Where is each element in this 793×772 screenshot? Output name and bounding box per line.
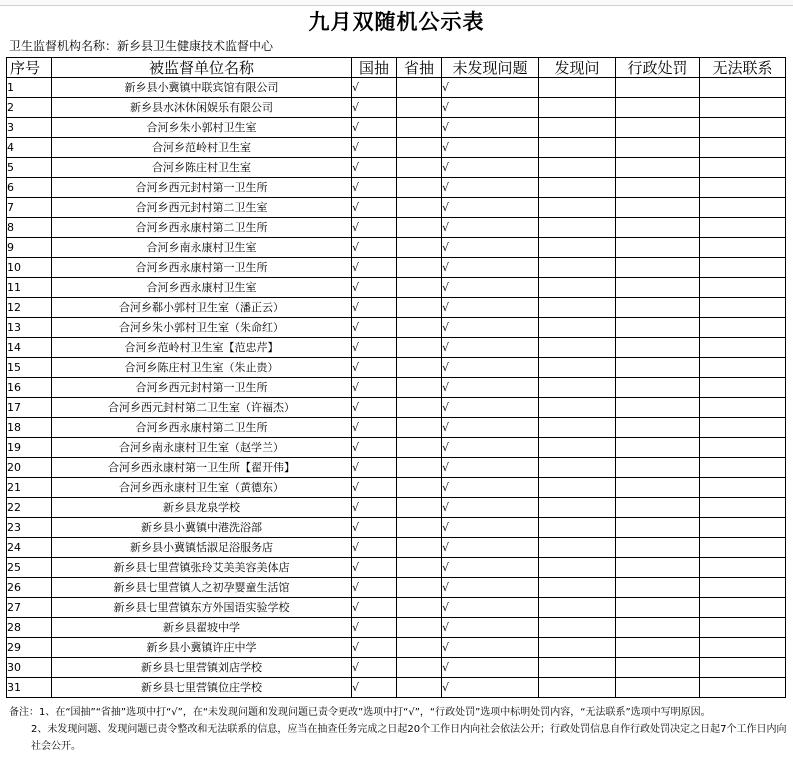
unit-name-cell[interactable]: 新乡县翟坡中学 xyxy=(52,618,352,638)
national-check-cell[interactable]: √ xyxy=(352,618,397,638)
unit-name-cell[interactable]: 合河乡朱小郭村卫生室（朱命红） xyxy=(52,318,352,338)
no-problem-cell[interactable]: √ xyxy=(442,298,539,318)
table-row xyxy=(7,398,786,418)
unit-name-cell[interactable]: 合河乡西永康村第二卫生所 xyxy=(52,418,352,438)
national-check-cell[interactable]: √ xyxy=(352,318,397,338)
problem-found-cell[interactable] xyxy=(539,378,616,398)
unit-name-cell[interactable]: 合河乡南永康村卫生室（赵学兰） xyxy=(52,438,352,458)
problem-found-cell[interactable] xyxy=(539,258,616,278)
national-check-cell[interactable]: √ xyxy=(352,138,397,158)
unit-name-cell[interactable]: 新乡县七里营镇刘店学校 xyxy=(52,658,352,678)
unit-name-cell[interactable]: 合河乡朱小郭村卫生室 xyxy=(52,118,352,138)
penalty-cell[interactable] xyxy=(616,318,700,338)
problem-found-cell[interactable] xyxy=(539,218,616,238)
serial-cell[interactable]: 10 xyxy=(7,258,52,278)
table-row xyxy=(7,138,786,158)
provincial-check-cell[interactable] xyxy=(397,338,442,358)
problem-found-cell[interactable] xyxy=(539,118,616,138)
penalty-cell[interactable] xyxy=(616,358,700,378)
serial-cell[interactable]: 2 xyxy=(7,98,52,118)
national-check-cell[interactable]: √ xyxy=(352,338,397,358)
no-problem-cell[interactable]: √ xyxy=(442,98,539,118)
problem-found-cell[interactable] xyxy=(539,398,616,418)
table-row xyxy=(7,238,786,258)
national-check-cell[interactable]: √ xyxy=(352,198,397,218)
no-problem-cell[interactable]: √ xyxy=(442,458,539,478)
no-problem-cell[interactable]: √ xyxy=(442,618,539,638)
problem-found-cell[interactable] xyxy=(539,658,616,678)
problem-found-cell[interactable] xyxy=(539,678,616,698)
no-problem-cell[interactable]: √ xyxy=(442,558,539,578)
national-check-cell[interactable]: √ xyxy=(352,98,397,118)
unit-name-cell[interactable]: 新乡县七里营镇张玲艾美美容美体店 xyxy=(52,558,352,578)
unit-name-cell[interactable]: 新乡县七里营镇东方外国语实验学校 xyxy=(52,598,352,618)
no-problem-cell[interactable]: √ xyxy=(442,358,539,378)
serial-cell[interactable]: 7 xyxy=(7,198,52,218)
unit-name-cell[interactable]: 合河乡西元封村第一卫生所 xyxy=(52,378,352,398)
unit-name-cell[interactable]: 新乡县小冀镇恬淑足浴服务店 xyxy=(52,538,352,558)
unit-name-cell[interactable]: 合河乡西永康村第二卫生所 xyxy=(52,218,352,238)
provincial-check-cell[interactable] xyxy=(397,598,442,618)
penalty-cell[interactable] xyxy=(616,478,700,498)
penalty-cell[interactable] xyxy=(616,98,700,118)
table-row xyxy=(7,378,786,398)
no-problem-cell[interactable]: √ xyxy=(442,498,539,518)
unreachable-cell[interactable] xyxy=(700,438,786,458)
no-problem-cell[interactable]: √ xyxy=(442,638,539,658)
problem-found-cell[interactable] xyxy=(539,278,616,298)
unit-name-cell[interactable]: 新乡县龙泉学校 xyxy=(52,498,352,518)
serial-cell[interactable]: 3 xyxy=(7,118,52,138)
unit-name-cell[interactable]: 合河乡西永康村第一卫生所 xyxy=(52,258,352,278)
problem-found-cell[interactable] xyxy=(539,358,616,378)
no-problem-cell[interactable]: √ xyxy=(442,218,539,238)
provincial-check-cell[interactable] xyxy=(397,378,442,398)
table-row xyxy=(7,598,786,618)
no-problem-cell[interactable]: √ xyxy=(442,478,539,498)
national-check-cell[interactable]: √ xyxy=(352,358,397,378)
unit-name-cell[interactable]: 合河乡西元封村第二卫生室 xyxy=(52,198,352,218)
unit-name-cell[interactable]: 合河乡西永康村第一卫生所【翟开伟】 xyxy=(52,458,352,478)
no-problem-cell[interactable]: √ xyxy=(442,278,539,298)
provincial-check-cell[interactable] xyxy=(397,218,442,238)
provincial-check-cell[interactable] xyxy=(397,498,442,518)
problem-found-cell[interactable] xyxy=(539,618,616,638)
national-check-cell[interactable]: √ xyxy=(352,658,397,678)
unit-name-cell[interactable]: 合河乡范岭村卫生室 xyxy=(52,138,352,158)
provincial-check-cell[interactable] xyxy=(397,678,442,698)
national-check-cell[interactable]: √ xyxy=(352,458,397,478)
penalty-cell[interactable] xyxy=(616,438,700,458)
table-row xyxy=(7,358,786,378)
table-row xyxy=(7,678,786,698)
penalty-cell[interactable] xyxy=(616,398,700,418)
penalty-cell[interactable] xyxy=(616,138,700,158)
national-check-cell[interactable]: √ xyxy=(352,418,397,438)
provincial-check-cell[interactable] xyxy=(397,398,442,418)
unreachable-cell[interactable] xyxy=(700,558,786,578)
unit-name-cell[interactable]: 合河乡陈庄村卫生室（朱止贵） xyxy=(52,358,352,378)
unit-name-cell[interactable]: 合河乡陈庄村卫生室 xyxy=(52,158,352,178)
penalty-cell[interactable] xyxy=(616,378,700,398)
unreachable-cell[interactable] xyxy=(700,358,786,378)
problem-found-cell[interactable] xyxy=(539,78,616,98)
provincial-check-cell[interactable] xyxy=(397,318,442,338)
serial-cell[interactable]: 16 xyxy=(7,378,52,398)
provincial-check-cell[interactable] xyxy=(397,238,442,258)
provincial-check-cell[interactable] xyxy=(397,418,442,438)
unit-name-cell[interactable]: 合河乡南永康村卫生室 xyxy=(52,238,352,258)
serial-cell[interactable]: 13 xyxy=(7,318,52,338)
table-row xyxy=(7,518,786,538)
unreachable-cell[interactable] xyxy=(700,518,786,538)
no-problem-cell[interactable]: √ xyxy=(442,678,539,698)
unreachable-cell[interactable] xyxy=(700,78,786,98)
serial-cell[interactable]: 29 xyxy=(7,638,52,658)
provincial-check-cell[interactable] xyxy=(397,358,442,378)
no-problem-cell[interactable]: √ xyxy=(442,438,539,458)
provincial-check-cell[interactable] xyxy=(397,278,442,298)
unit-name-cell[interactable]: 新乡县小冀镇许庄中学 xyxy=(52,638,352,658)
problem-found-cell[interactable] xyxy=(539,438,616,458)
no-problem-cell[interactable]: √ xyxy=(442,578,539,598)
table-row xyxy=(7,218,786,238)
unreachable-cell[interactable] xyxy=(700,98,786,118)
unit-name-cell[interactable]: 合河乡西永康村卫生室（黄德东） xyxy=(52,478,352,498)
unreachable-cell[interactable] xyxy=(700,178,786,198)
header-provincial-check[interactable]: 省抽 xyxy=(397,58,442,78)
unreachable-cell[interactable] xyxy=(700,458,786,478)
table-row xyxy=(7,298,786,318)
serial-cell[interactable]: 17 xyxy=(7,398,52,418)
serial-cell[interactable]: 6 xyxy=(7,178,52,198)
table-row xyxy=(7,98,786,118)
header-serial[interactable]: 序号 xyxy=(7,58,52,78)
unit-name-cell[interactable]: 新乡县水沐休闲娱乐有限公司 xyxy=(52,98,352,118)
table-row xyxy=(7,78,786,98)
table-row xyxy=(7,418,786,438)
page-title: 九月双随机公示表 xyxy=(308,10,485,34)
penalty-cell[interactable] xyxy=(616,558,700,578)
provincial-check-cell[interactable] xyxy=(397,438,442,458)
no-problem-cell[interactable]: √ xyxy=(442,258,539,278)
provincial-check-cell[interactable] xyxy=(397,178,442,198)
unreachable-cell[interactable] xyxy=(700,378,786,398)
problem-found-cell[interactable] xyxy=(539,198,616,218)
unit-name-cell[interactable]: 合河乡郗小郭村卫生室（潘正云） xyxy=(52,298,352,318)
table-row xyxy=(7,318,786,338)
unreachable-cell[interactable] xyxy=(700,338,786,358)
penalty-cell[interactable] xyxy=(616,538,700,558)
provincial-check-cell[interactable] xyxy=(397,118,442,138)
national-check-cell[interactable]: √ xyxy=(352,558,397,578)
table-row xyxy=(7,458,786,478)
serial-cell[interactable]: 31 xyxy=(7,678,52,698)
table-row xyxy=(7,198,786,218)
unit-name-cell[interactable]: 合河乡西元封村第一卫生所 xyxy=(52,178,352,198)
problem-found-cell[interactable] xyxy=(539,138,616,158)
problem-found-cell[interactable] xyxy=(539,158,616,178)
problem-found-cell[interactable] xyxy=(539,318,616,338)
no-problem-cell[interactable]: √ xyxy=(442,398,539,418)
penalty-cell[interactable] xyxy=(616,658,700,678)
unreachable-cell[interactable] xyxy=(700,578,786,598)
table-row xyxy=(7,498,786,518)
serial-cell[interactable]: 9 xyxy=(7,238,52,258)
unit-name-cell[interactable]: 合河乡西元封村第二卫生室（许福杰） xyxy=(52,398,352,418)
national-check-cell[interactable]: √ xyxy=(352,638,397,658)
no-problem-cell[interactable]: √ xyxy=(442,118,539,138)
unit-name-cell[interactable]: 新乡县七里营镇位庄学校 xyxy=(52,678,352,698)
national-check-cell[interactable]: √ xyxy=(352,218,397,238)
table-row xyxy=(7,118,786,138)
unreachable-cell[interactable] xyxy=(700,138,786,158)
penalty-cell[interactable] xyxy=(616,258,700,278)
unreachable-cell[interactable] xyxy=(700,318,786,338)
table-row xyxy=(7,538,786,558)
national-check-cell[interactable]: √ xyxy=(352,678,397,698)
national-check-cell[interactable]: √ xyxy=(352,78,397,98)
table-row xyxy=(7,258,786,278)
serial-cell[interactable]: 25 xyxy=(7,558,52,578)
problem-found-cell[interactable] xyxy=(539,238,616,258)
provincial-check-cell[interactable] xyxy=(397,618,442,638)
provincial-check-cell[interactable] xyxy=(397,98,442,118)
provincial-check-cell[interactable] xyxy=(397,578,442,598)
penalty-cell[interactable] xyxy=(616,638,700,658)
no-problem-cell[interactable]: √ xyxy=(442,418,539,438)
penalty-cell[interactable] xyxy=(616,238,700,258)
penalty-cell[interactable] xyxy=(616,218,700,238)
national-check-cell[interactable]: √ xyxy=(352,598,397,618)
problem-found-cell[interactable] xyxy=(539,498,616,518)
provincial-check-cell[interactable] xyxy=(397,138,442,158)
penalty-cell[interactable] xyxy=(616,598,700,618)
national-check-cell[interactable]: √ xyxy=(352,378,397,398)
provincial-check-cell[interactable] xyxy=(397,298,442,318)
unreachable-cell[interactable] xyxy=(700,218,786,238)
no-problem-cell[interactable]: √ xyxy=(442,78,539,98)
no-problem-cell[interactable]: √ xyxy=(442,658,539,678)
national-check-cell[interactable]: √ xyxy=(352,438,397,458)
no-problem-cell[interactable]: √ xyxy=(442,158,539,178)
penalty-cell[interactable] xyxy=(616,418,700,438)
problem-found-cell[interactable] xyxy=(539,298,616,318)
table-row xyxy=(7,178,786,198)
table-row xyxy=(7,618,786,638)
serial-cell[interactable]: 23 xyxy=(7,518,52,538)
unreachable-cell[interactable] xyxy=(700,278,786,298)
problem-found-cell[interactable] xyxy=(539,518,616,538)
header-row xyxy=(7,58,786,78)
penalty-cell[interactable] xyxy=(616,618,700,638)
problem-found-cell[interactable] xyxy=(539,538,616,558)
problem-found-cell[interactable] xyxy=(539,578,616,598)
serial-cell[interactable]: 20 xyxy=(7,458,52,478)
header-penalty[interactable]: 行政处罚 xyxy=(616,58,700,78)
serial-cell[interactable]: 19 xyxy=(7,438,52,458)
national-check-cell[interactable]: √ xyxy=(352,578,397,598)
remark-1[interactable]: 备注：1、在“国抽”“省抽”选项中打“√”，在“未发现问题和发现问题已责令更改”选项中打“√”，“行政处罚”选项中标明处罚内容，“无法联系”选项中写明原因。 xyxy=(9,707,711,718)
problem-found-cell[interactable] xyxy=(539,558,616,578)
table-body xyxy=(7,78,786,698)
table-row xyxy=(7,638,786,658)
serial-cell[interactable]: 5 xyxy=(7,158,52,178)
provincial-check-cell[interactable] xyxy=(397,558,442,578)
national-check-cell[interactable]: √ xyxy=(352,298,397,318)
penalty-cell[interactable] xyxy=(616,78,700,98)
serial-cell[interactable]: 28 xyxy=(7,618,52,638)
header-problem-found[interactable]: 发现问 xyxy=(539,58,616,78)
serial-cell[interactable]: 22 xyxy=(7,498,52,518)
serial-cell[interactable]: 30 xyxy=(7,658,52,678)
penalty-cell[interactable] xyxy=(616,118,700,138)
national-check-cell[interactable]: √ xyxy=(352,538,397,558)
penalty-cell[interactable] xyxy=(616,498,700,518)
provincial-check-cell[interactable] xyxy=(397,158,442,178)
unreachable-cell[interactable] xyxy=(700,618,786,638)
national-check-cell[interactable]: √ xyxy=(352,478,397,498)
no-problem-cell[interactable]: √ xyxy=(442,598,539,618)
provincial-check-cell[interactable] xyxy=(397,518,442,538)
unreachable-cell[interactable] xyxy=(700,418,786,438)
unreachable-cell[interactable] xyxy=(700,598,786,618)
provincial-check-cell[interactable] xyxy=(397,638,442,658)
penalty-cell[interactable] xyxy=(616,338,700,358)
table-row xyxy=(7,478,786,498)
unreachable-cell[interactable] xyxy=(700,298,786,318)
penalty-cell[interactable] xyxy=(616,458,700,478)
table-row xyxy=(7,338,786,358)
unreachable-cell[interactable] xyxy=(700,238,786,258)
national-check-cell[interactable]: √ xyxy=(352,118,397,138)
table-row xyxy=(7,158,786,178)
table-row xyxy=(7,438,786,458)
unit-name-cell[interactable]: 合河乡范岭村卫生室【范忠芹】 xyxy=(52,338,352,358)
serial-cell[interactable]: 4 xyxy=(7,138,52,158)
unit-name-cell[interactable]: 新乡县小冀镇中港洗浴部 xyxy=(52,518,352,538)
unreachable-cell[interactable] xyxy=(700,118,786,138)
penalty-cell[interactable] xyxy=(616,198,700,218)
unreachable-cell[interactable] xyxy=(700,638,786,658)
problem-found-cell[interactable] xyxy=(539,338,616,358)
remarks xyxy=(9,704,789,755)
inspection-table xyxy=(6,57,786,698)
penalty-cell[interactable] xyxy=(616,298,700,318)
national-check-cell[interactable]: √ xyxy=(352,498,397,518)
provincial-check-cell[interactable] xyxy=(397,78,442,98)
serial-cell[interactable]: 24 xyxy=(7,538,52,558)
unreachable-cell[interactable] xyxy=(700,258,786,278)
serial-cell[interactable]: 18 xyxy=(7,418,52,438)
provincial-check-cell[interactable] xyxy=(397,658,442,678)
unreachable-cell[interactable] xyxy=(700,198,786,218)
unit-name-cell[interactable]: 新乡县七里营镇人之初孕婴童生活馆 xyxy=(52,578,352,598)
penalty-cell[interactable] xyxy=(616,158,700,178)
header-unreachable[interactable]: 无法联系 xyxy=(700,58,786,78)
provincial-check-cell[interactable] xyxy=(397,458,442,478)
unreachable-cell[interactable] xyxy=(700,538,786,558)
unreachable-cell[interactable] xyxy=(700,398,786,418)
no-problem-cell[interactable]: √ xyxy=(442,138,539,158)
header-no-problem[interactable]: 未发现问题 xyxy=(442,58,539,78)
no-problem-cell[interactable]: √ xyxy=(442,318,539,338)
provincial-check-cell[interactable] xyxy=(397,258,442,278)
problem-found-cell[interactable] xyxy=(539,598,616,618)
penalty-cell[interactable] xyxy=(616,278,700,298)
problem-found-cell[interactable] xyxy=(539,478,616,498)
national-check-cell[interactable]: √ xyxy=(352,178,397,198)
no-problem-cell[interactable]: √ xyxy=(442,238,539,258)
table-row xyxy=(7,578,786,598)
national-check-cell[interactable]: √ xyxy=(352,518,397,538)
serial-cell[interactable]: 12 xyxy=(7,298,52,318)
serial-cell[interactable]: 1 xyxy=(7,78,52,98)
no-problem-cell[interactable]: √ xyxy=(442,178,539,198)
table-row xyxy=(7,278,786,298)
remark-2[interactable]: 2、未发现问题、发现问题已责令整改和无法联系的信息，应当在抽查任务完成之日起20个工作日内向社会依法公开；行政处罚信息自作行政处罚决定之日起7个工作日内向社会公开。 xyxy=(31,724,787,752)
provincial-check-cell[interactable] xyxy=(397,198,442,218)
penalty-cell[interactable] xyxy=(616,578,700,598)
problem-found-cell[interactable] xyxy=(539,178,616,198)
provincial-check-cell[interactable] xyxy=(397,478,442,498)
no-problem-cell[interactable]: √ xyxy=(442,198,539,218)
national-check-cell[interactable]: √ xyxy=(352,278,397,298)
unreachable-cell[interactable] xyxy=(700,478,786,498)
no-problem-cell[interactable]: √ xyxy=(442,538,539,558)
serial-cell[interactable]: 8 xyxy=(7,218,52,238)
header-national-check[interactable]: 国抽 xyxy=(352,58,397,78)
serial-cell[interactable]: 27 xyxy=(7,598,52,618)
table-row xyxy=(7,558,786,578)
penalty-cell[interactable] xyxy=(616,518,700,538)
serial-cell[interactable]: 15 xyxy=(7,358,52,378)
serial-cell[interactable]: 11 xyxy=(7,278,52,298)
serial-cell[interactable]: 21 xyxy=(7,478,52,498)
penalty-cell[interactable] xyxy=(616,178,700,198)
problem-found-cell[interactable] xyxy=(539,98,616,118)
unreachable-cell[interactable] xyxy=(700,678,786,698)
provincial-check-cell[interactable] xyxy=(397,538,442,558)
no-problem-cell[interactable]: √ xyxy=(442,338,539,358)
unit-name-cell[interactable]: 合河乡西永康村卫生室 xyxy=(52,278,352,298)
unreachable-cell[interactable] xyxy=(700,658,786,678)
problem-found-cell[interactable] xyxy=(539,458,616,478)
no-problem-cell[interactable]: √ xyxy=(442,378,539,398)
unreachable-cell[interactable] xyxy=(700,498,786,518)
serial-cell[interactable]: 14 xyxy=(7,338,52,358)
national-check-cell[interactable]: √ xyxy=(352,158,397,178)
unreachable-cell[interactable] xyxy=(700,158,786,178)
table-row xyxy=(7,658,786,678)
organization-line[interactable]: 卫生监督机构名称：新乡县卫生健康技术监督中心 xyxy=(9,39,274,53)
unit-name-cell[interactable]: 新乡县小冀镇中联宾馆有限公司 xyxy=(52,78,352,98)
serial-cell[interactable]: 26 xyxy=(7,578,52,598)
national-check-cell[interactable]: √ xyxy=(352,258,397,278)
no-problem-cell[interactable]: √ xyxy=(442,518,539,538)
national-check-cell[interactable]: √ xyxy=(352,398,397,418)
problem-found-cell[interactable] xyxy=(539,638,616,658)
problem-found-cell[interactable] xyxy=(539,418,616,438)
header-unit-name[interactable]: 被监督单位名称 xyxy=(52,58,352,78)
national-check-cell[interactable]: √ xyxy=(352,238,397,258)
penalty-cell[interactable] xyxy=(616,678,700,698)
